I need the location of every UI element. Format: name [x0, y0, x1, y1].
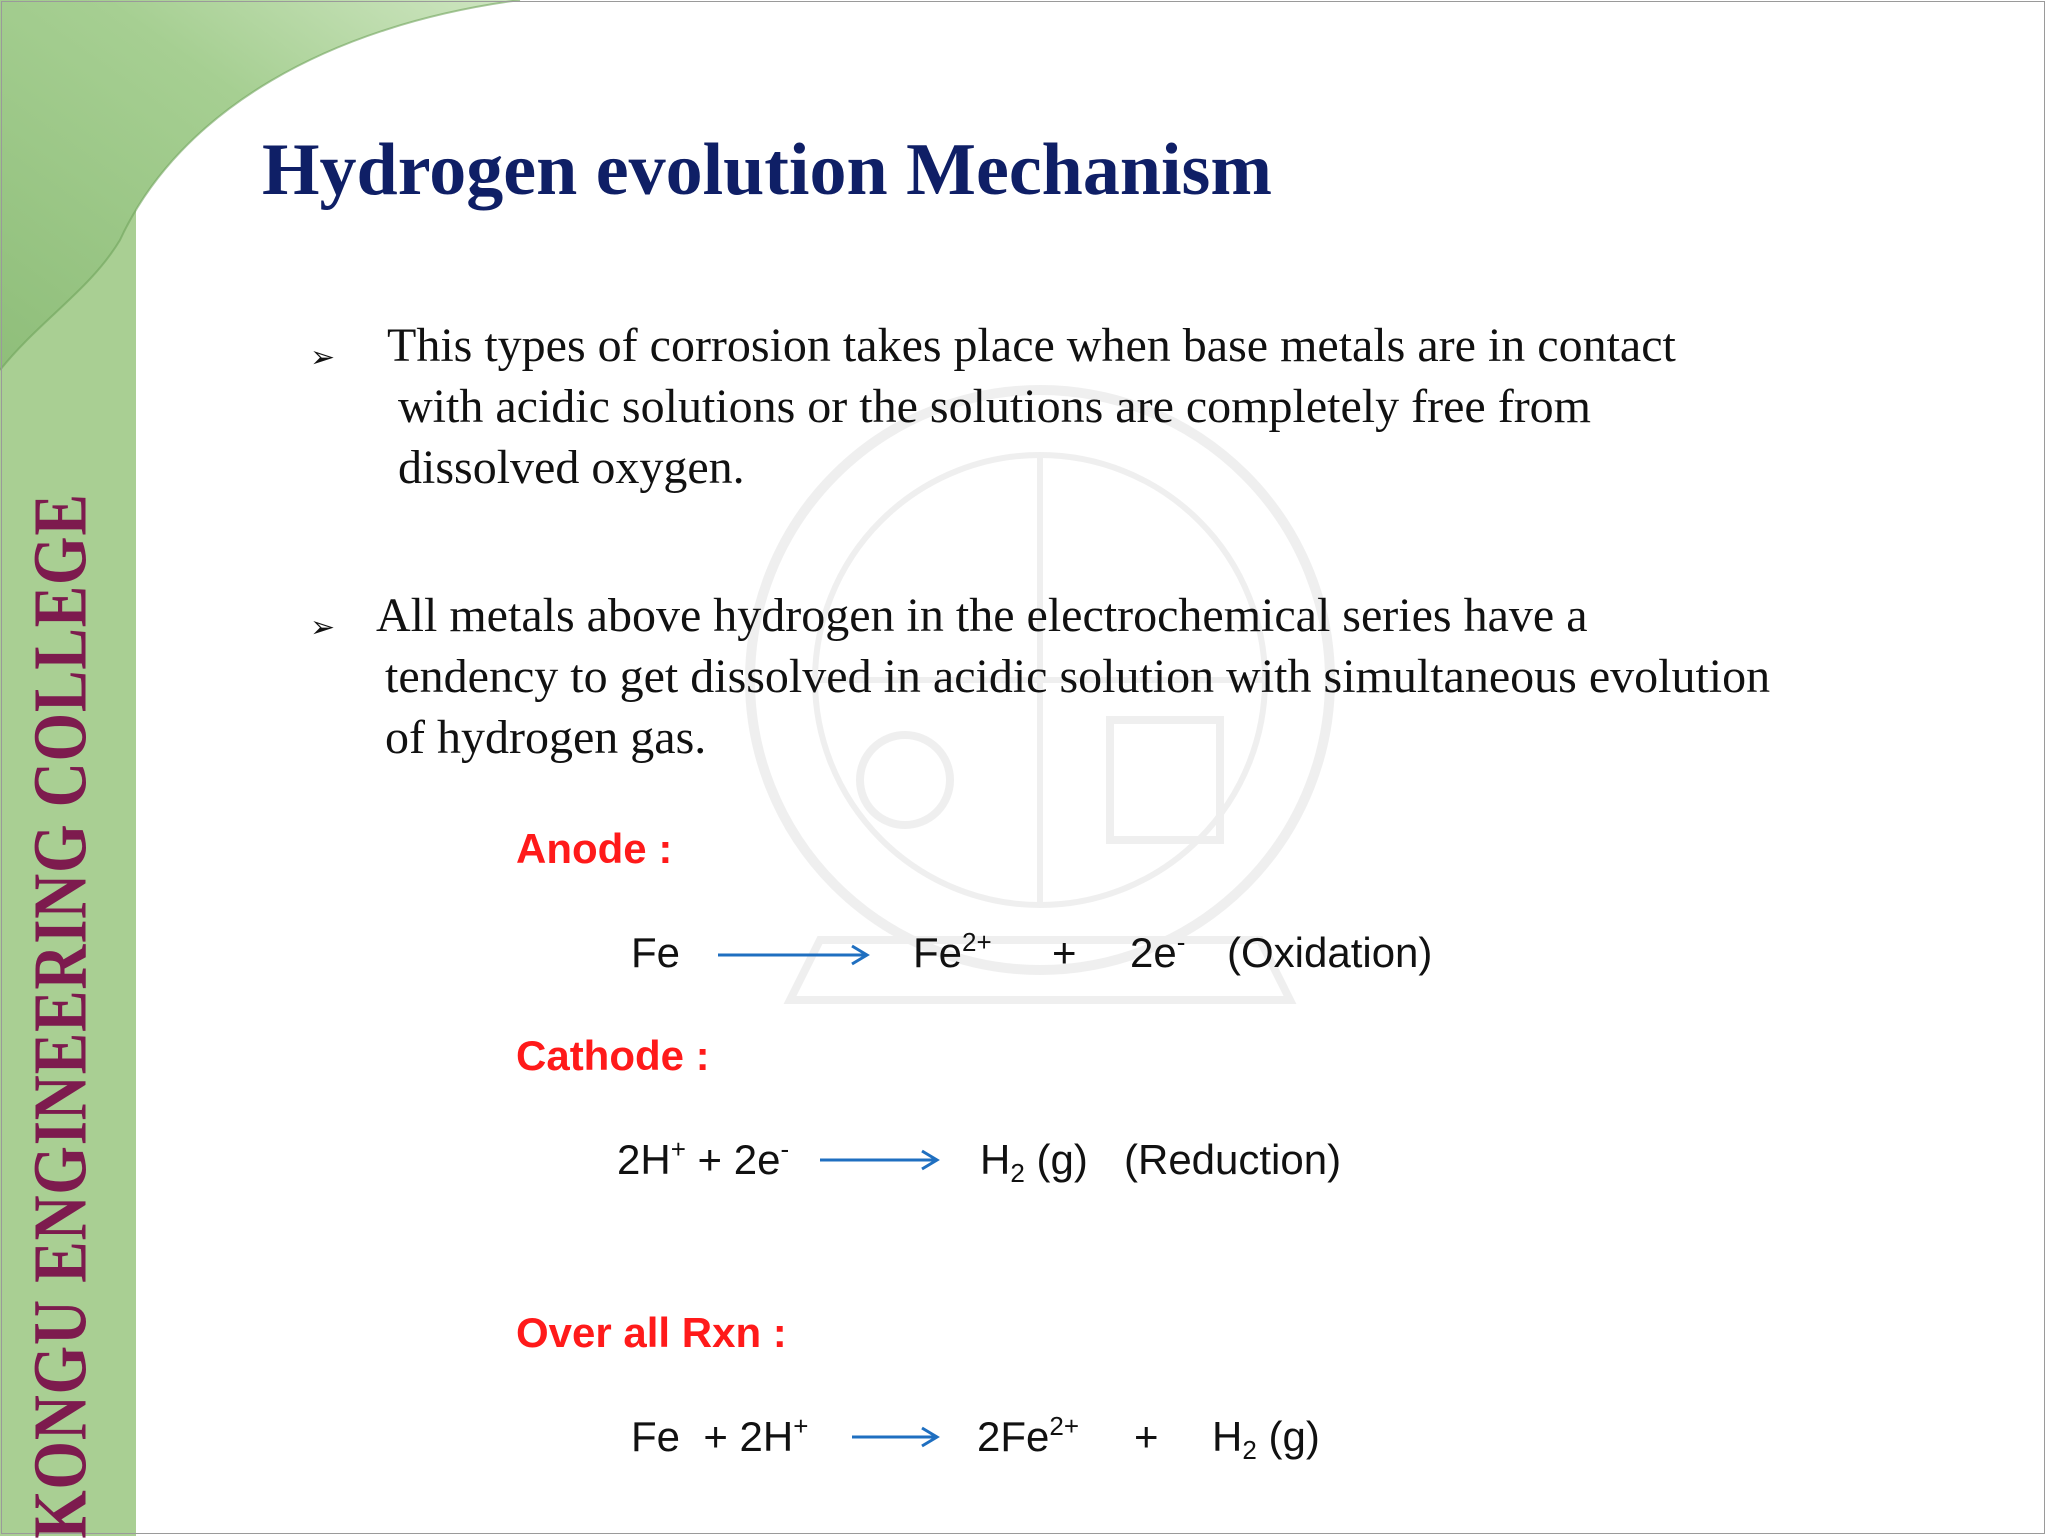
bullet-line: tendency to get dissolved in acidic solution with simultaneous evolution [385, 650, 1771, 703]
overall-product-state: (g) [1256, 1413, 1320, 1460]
cathode-product-sub: 2 [1010, 1158, 1025, 1188]
overall-product-fe-charge: 2+ [1049, 1411, 1080, 1441]
cathode-h-charge: + [670, 1134, 686, 1164]
anode-product-charge: 2+ [962, 927, 992, 957]
bullet-arrow-icon: ➢ [310, 341, 336, 374]
anode-electrons-base: 2e [1130, 929, 1177, 976]
overall-plus: + [1134, 1413, 1159, 1460]
bullet-line: All metals above hydrogen in the electrochemical series have a [376, 589, 1588, 642]
cathode-plus-e: + 2e [685, 1136, 781, 1183]
cathode-type: (Reduction) [1124, 1136, 1342, 1183]
bullet-item [310, 315, 1676, 498]
overall-plus-h: + 2H [703, 1413, 794, 1460]
cathode-label: Cathode : [516, 1032, 710, 1079]
bullet-line: This types of corrosion takes place when base metals are in contact [387, 319, 1676, 372]
anode-type: (Oxidation) [1227, 929, 1433, 976]
overall-product-fe [977, 1412, 1079, 1462]
overall-reactants [631, 1412, 808, 1462]
cathode-reactants [617, 1135, 789, 1185]
reaction-arrow-icon [716, 943, 872, 967]
anode-plus: + [1052, 929, 1077, 976]
overall-product-h-base: H [1212, 1413, 1243, 1460]
anode-label: Anode : [516, 825, 673, 872]
anode-product [913, 928, 992, 978]
cathode-product [980, 1135, 1088, 1188]
reaction-arrow-icon [850, 1425, 942, 1449]
bullet-line: of hydrogen gas. [385, 711, 707, 764]
cathode-h: 2H [617, 1136, 671, 1183]
college-name-vertical: KONGU ENGINEERING COLLEGE [18, 493, 103, 1539]
reaction-arrow-icon [818, 1148, 942, 1172]
bullet-item [310, 585, 1770, 768]
overall-product-fe-base: 2Fe [977, 1413, 1050, 1460]
anode-product-base: Fe [913, 929, 963, 976]
cathode-product-state: (g) [1024, 1136, 1088, 1183]
overall-label: Over all Rxn : [516, 1309, 787, 1356]
overall-product-h-sub: 2 [1242, 1435, 1257, 1465]
anode-reactant: Fe [631, 929, 681, 976]
bullet-line: with acidic solutions or the solutions are completely free from [398, 380, 1592, 433]
bullet-arrow-icon: ➢ [310, 611, 336, 644]
anode-equation [631, 928, 680, 978]
overall-h-charge: + [793, 1411, 809, 1441]
bullet-line: dissolved oxygen. [398, 441, 745, 494]
cathode-product-base: H [980, 1136, 1011, 1183]
overall-product-h [1212, 1412, 1320, 1465]
anode-electrons [1130, 928, 1185, 978]
overall-fe: Fe [631, 1413, 681, 1460]
cathode-e-charge: - [780, 1134, 790, 1164]
slide-title: Hydrogen evolution Mechanism [262, 129, 1272, 211]
anode-electrons-charge: - [1176, 927, 1186, 957]
